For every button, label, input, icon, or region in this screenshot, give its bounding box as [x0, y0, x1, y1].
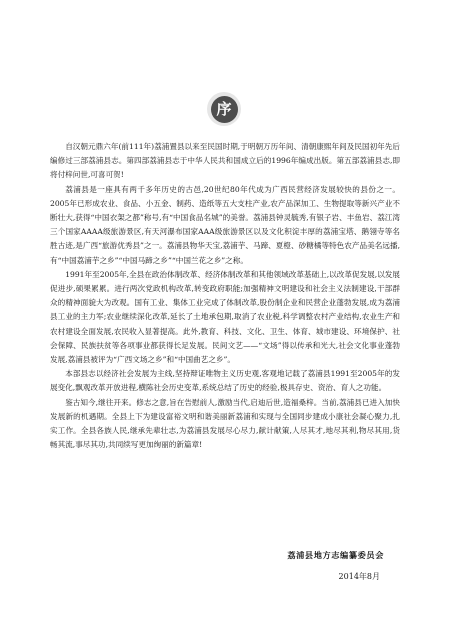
signature-date: 2014年8月	[338, 572, 380, 581]
paragraph-5: 鉴古知今,继往开来。修志之意,旨在告慰前人,激励当代,启迪后世,造福桑梓。当前,荔浦县已进入加快发展新的机遇期。全县上下为建设富裕文明和谐美丽新荔浦和实现与全国同步建成小康社会凝心聚力,扎实工作。全县各族人民,继承先辈壮志,为荔浦县发展尽心尽力,献计献策,人尽其才,地尽其利,物尽其用,货畅其流,事尽其功,共同续写更加绚丽的新篇章!	[50, 397, 400, 450]
preface-title-badge	[207, 92, 241, 126]
paragraph-2: 荔浦县是一座具有两千多年历史的古邑,20世纪80年代成为广西民营经济发展较快的县份之一。2005年已形成农业、食品、小五金、制药、造纸等五大支柱产业,农产品深加工、生物提取等新兴产业不断壮大,获得“中国衣架之都”称号,有“中国食品名城”的美誉。荔浦县钟灵毓秀,有银子岩、丰鱼岩、荔江湾三个国家AAAA级旅游景区,有天河瀑布国家AAA级旅游景区以及文化积淀丰厚的荔浦宝塔、鹅翎寺等名胜古迹,是广西“旅游优秀县”之一。荔浦县物华天宝,荔浦芋、马蹄、夏橙、砂糖橘等特色农产品美名远播,有“中国荔浦芋之乡”“中国马蹄之乡”“中国兰花之乡”之称。	[50, 184, 400, 265]
preface-title: 序	[211, 96, 238, 123]
signature-org: 荔浦县地方志编纂委员会	[287, 550, 384, 560]
paragraph-1: 自汉朝元鼎六年(前111年)荔浦置县以来至民国时期,于明朝万历年间、清朝康熙年间及民国初年先后编修过三部荔浦县志。第四部荔浦县志于中华人民共和国成立后的1996年编成出版。第五部荔浦县志,即将付梓问世,可喜可贺!	[50, 142, 400, 180]
paragraph-4: 本部县志以经济社会发展为主线,坚持辩证唯物主义历史观,客观地记载了荔浦县1991至2005年的发展变化,飘观改革开放进程,横陈社会历史变革,系统总结了历史的经验,极具存史、资治、育人之功能。	[50, 369, 400, 393]
paragraph-3: 1991年至2005年,全县在政治体制改革、经济体制改革和其他领域改革基础上,以改革促发展,以发展促进步,硕果累累。进行两次党政机构改革,转变政府职能;加强精神文明建设和社会主义法制建设,干部群众的精神面貌大为改观。国有工业、集体工业完成了体制改革,股份制企业和民营企业蓬勃发展,成为荔浦县工业的主力军;农业继续深化改革,延长了土地承包期,取消了农业税,科学调整农村产业结构,农业生产和农村建设全面发展,农民收入显著提高。此外,教育、科技、文化、卫生、体育、城市建设、环境保护、社会保障、民族扶贫等各项事业都获得长足发展。民间文艺——“文场”得以传承和光大,社会文化事业蓬勃发展,荔浦县被评为“广西文场之乡”和“中国曲艺之乡”。	[50, 269, 400, 365]
preface-body	[50, 140, 400, 452]
